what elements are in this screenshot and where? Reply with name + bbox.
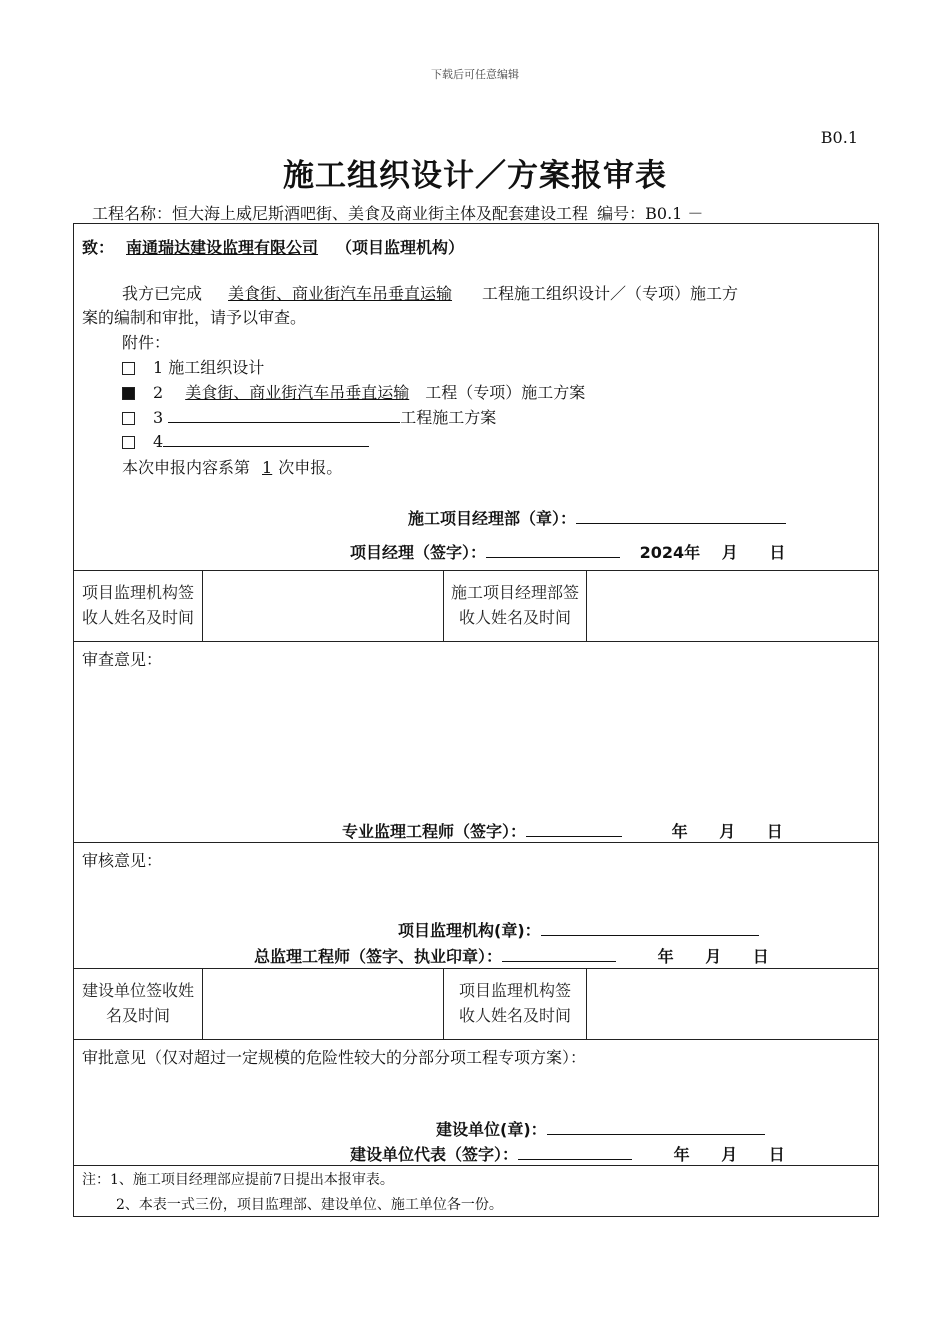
- supervisor-suffix: （项目监理机构）: [336, 238, 465, 257]
- signature-blank: [541, 919, 759, 936]
- project-name: 恒大海上威尼斯酒吧街、美食及商业街主体及配套建设工程: [172, 204, 589, 223]
- blank-line: [163, 430, 369, 447]
- chief-sign-line: 总监理工程师（签字、执业印章）： 年 月 日: [254, 947, 769, 966]
- project-number: B0.1 －: [645, 204, 704, 223]
- engineer-sign-line: 专业监理工程师（签字）： 年 月 日: [342, 822, 783, 841]
- audit-label: 审核意见：: [82, 851, 163, 870]
- header-note: 下载后可任意编辑: [431, 68, 519, 81]
- signature-cell[interactable]: [203, 969, 444, 1040]
- attachments-label: 附件：: [122, 333, 171, 352]
- signature-cell[interactable]: [203, 571, 444, 642]
- project-name-label: 工程名称：: [92, 204, 173, 223]
- attachment-item-4: 4: [122, 430, 369, 451]
- attachment-item-3: 3 工程施工方案: [122, 405, 496, 428]
- dept-seal-line: 施工项目经理部（章）：: [408, 506, 786, 529]
- signature-blank: [502, 945, 616, 962]
- manager-sign-line: 项目经理（签字）： 2024年 月 日: [350, 543, 786, 562]
- signature-blank: [576, 507, 786, 524]
- checked-box-icon[interactable]: [122, 387, 135, 400]
- approval-form-table: [73, 223, 879, 1217]
- signature-blank: [518, 1143, 632, 1160]
- project-number-label: 编号：: [597, 204, 646, 223]
- para-mid: 工程施工组织设计／（专项）施工方: [482, 284, 739, 303]
- project-line: [92, 201, 703, 224]
- approval-label: 审批意见（仅对超过一定规模的危险性较大的分部分项工程专项方案）：: [82, 1048, 587, 1067]
- attachment-item-2: 2 美食街、商业街汽车吊垂直运输 工程（专项）施工方案: [122, 380, 585, 403]
- attachment-item-1: 1 施工组织设计: [122, 355, 264, 378]
- signature-cell[interactable]: [587, 571, 879, 642]
- para-prefix: 我方已完成: [122, 284, 203, 303]
- para-line-2: 案的编制和审批，请予以审查。: [82, 308, 307, 327]
- signature-cell[interactable]: [587, 969, 879, 1040]
- notes-section: [74, 1166, 878, 1216]
- review-label: 审查意见：: [82, 650, 163, 669]
- page-title: 施工组织设计／方案报审表: [283, 158, 667, 194]
- form-code: B0.1: [820, 128, 858, 147]
- approval-section: [74, 1040, 878, 1165]
- approval-rep-line: 建设单位代表（签字）： 年 月 日: [350, 1145, 785, 1164]
- note-2: 2、本表一式三份，项目监理部、建设单位、施工单位各一份。: [116, 1197, 503, 1213]
- checkbox-icon[interactable]: [122, 436, 135, 449]
- review-section: [74, 642, 878, 842]
- blank-line: [168, 406, 400, 423]
- completed-work: 美食街、商业街汽车吊垂直运输: [228, 284, 453, 303]
- approval-unit-line: 建设单位(章)：: [436, 1117, 765, 1140]
- signature-blank: [486, 541, 620, 558]
- note-1: 注：1、施工项目经理部应提前7日提出本报审表。: [82, 1172, 394, 1188]
- submission-count: 本次申报内容系第 1 次申报。: [122, 458, 343, 477]
- submission-section: [74, 224, 878, 570]
- receipt-row-1: 项目监理机构签 收人姓名及时间 施工项目经理部签 收人姓名及时间: [74, 571, 879, 642]
- audit-org-line: 项目监理机构(章)：: [398, 918, 759, 941]
- receipt-row-2: 建设单位签收姓 名及时间 项目监理机构签 收人姓名及时间: [74, 969, 879, 1040]
- signature-blank: [547, 1118, 765, 1135]
- checkbox-icon[interactable]: [122, 412, 135, 425]
- to-label: 致：: [82, 238, 115, 257]
- checkbox-icon[interactable]: [122, 362, 135, 375]
- signature-blank: [526, 820, 622, 837]
- audit-section: [74, 843, 878, 968]
- supervisor-name: 南通瑞达建设监理有限公司: [126, 238, 319, 257]
